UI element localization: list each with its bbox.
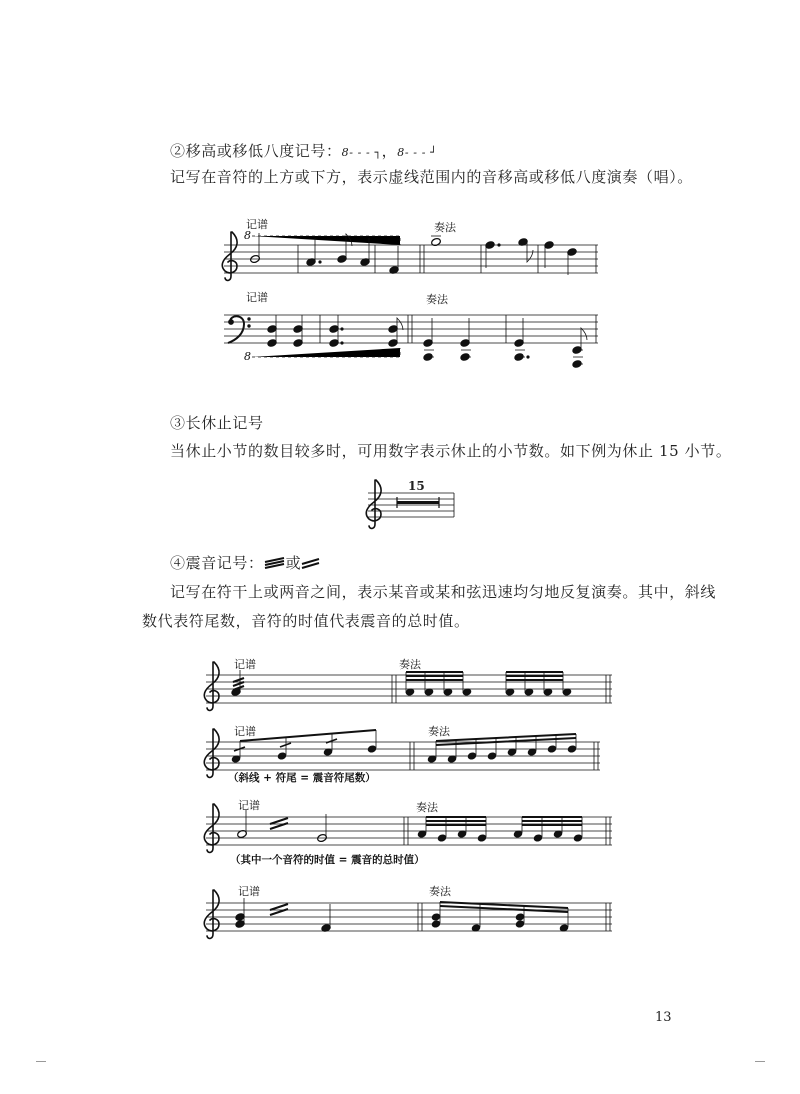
trem-ex2-notes — [231, 730, 577, 763]
octave-heading: ②移高或移低八度记号：8- - - ┐，8- - - ┘ — [170, 142, 438, 160]
multirest-treble-clef-icon — [366, 480, 381, 528]
octave-mark-up: 8- - - ┐ — [341, 146, 382, 159]
trem-ex4-perform-label: 奏法 — [429, 885, 451, 898]
ex1-staff — [224, 236, 598, 273]
octave-mark-down: 8- - - ┘ — [397, 146, 438, 159]
page-number: 13 — [655, 1010, 672, 1025]
trem-ex2-notation-label: 记谱 — [234, 725, 256, 738]
trem-ex3-notation-label: 记谱 — [238, 799, 260, 812]
trem-ex1-notation-label: 记谱 — [234, 658, 256, 671]
trem-ex2-staff — [206, 742, 600, 770]
ex2-ottava-mark: 8 — [244, 350, 251, 363]
tremolo-description-line2: 数代表符尾数，音符的时值代表震音的总时值。 — [142, 612, 470, 630]
trem-ex4-notation-label: 记谱 — [238, 885, 260, 898]
trem-ex2-caption: （斜线 + 符尾 = 震音符尾数） — [228, 772, 376, 784]
octave-description: 记写在音符的上方或下方，表示虚线范围内的音移高或移低八度演奏（唱）。 — [170, 168, 693, 186]
ex2-perform-label: 奏法 — [426, 293, 448, 306]
ex1-notes — [250, 233, 578, 275]
ex1-perform-label: 奏法 — [434, 221, 456, 234]
ex2-bass-clef-icon — [228, 316, 250, 343]
trem-ex1-notes — [231, 670, 572, 697]
trem-ex3-perform-label: 奏法 — [416, 801, 438, 814]
ex1-notation-label: 记谱 — [246, 218, 268, 231]
multirest-description: 当休止小节的数目较多时，可用数字表示休止的小节数。如下例为休止 15 小节。 — [170, 442, 732, 460]
ex2-notes — [267, 315, 587, 369]
tremolo-heading: ④震音记号： 或 — [170, 553, 321, 573]
trem-ex1-perform-label: 奏法 — [399, 658, 421, 671]
trem-ex2-perform-label: 奏法 — [428, 725, 450, 738]
ex2-notation-label: 记谱 — [246, 291, 268, 304]
multirest-heading: ③长休止记号 — [170, 414, 264, 432]
multirest-count: 15 — [408, 479, 425, 493]
trem-ex3-caption: （其中一个音符的时值 = 震音的总时值） — [230, 854, 425, 866]
ex2-staff — [224, 315, 598, 357]
ex1-ottava-mark: 8 — [244, 229, 251, 242]
tremolo-description-line1: 记写在符干上或两音之间，表示某音或某和弦迅速均匀地反复演奏。其中，斜线 — [170, 583, 717, 601]
